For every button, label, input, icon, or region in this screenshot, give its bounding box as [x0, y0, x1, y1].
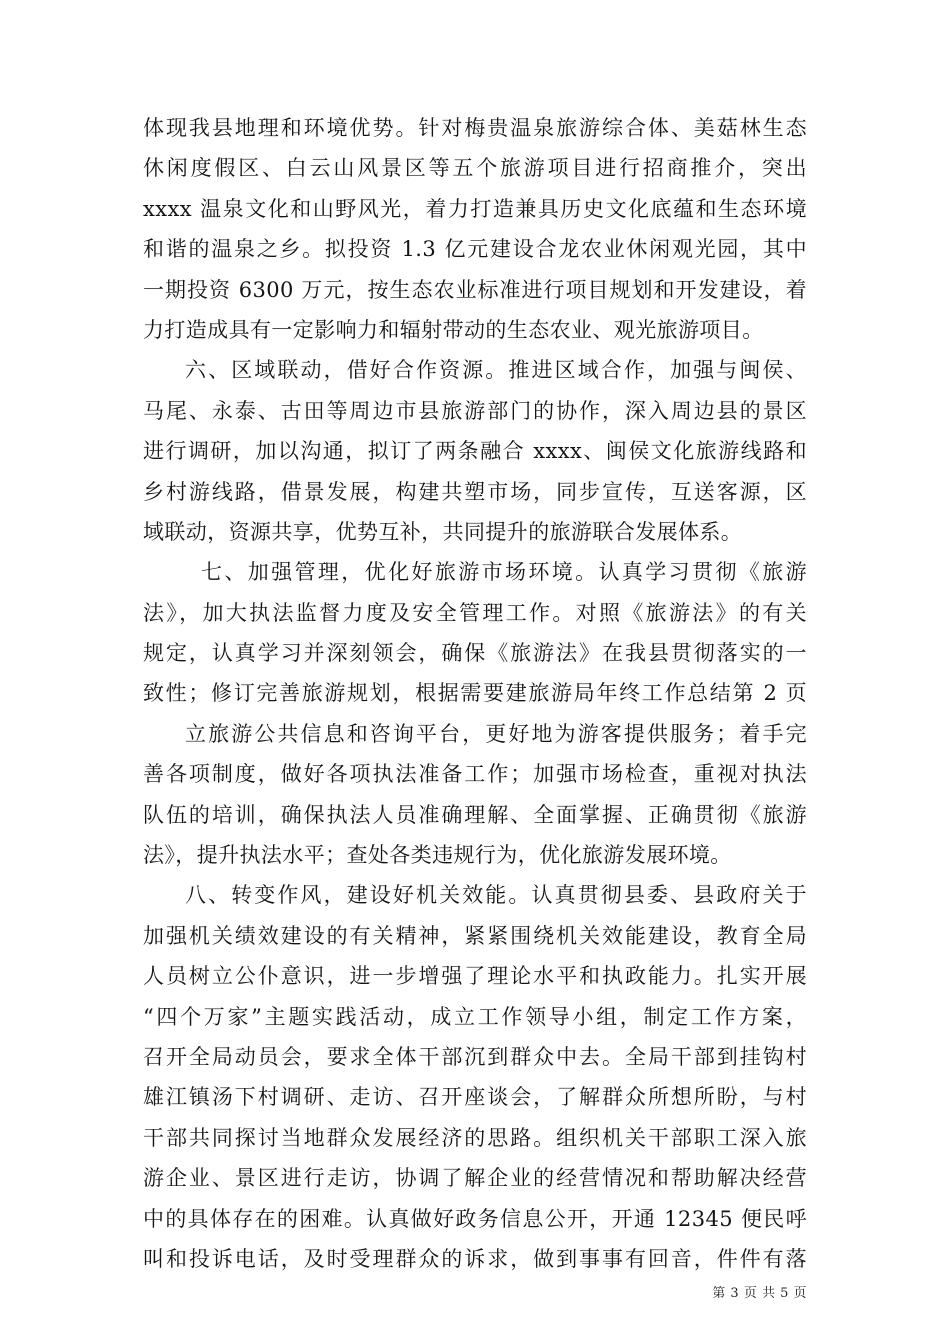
text-line: 加强机关绩效建设的有关精神，紧紧围绕机关效能建设，教育全局: [143, 923, 807, 948]
text-line: 队伍的培训，确保执法人员准确理解、全面掌握、正确贯彻《旅游: [143, 802, 807, 827]
text-line: 雄江镇汤下村调研、走访、召开座谈会，了解群众所想所盼，与村: [143, 1085, 807, 1110]
text-line: 力打造成具有一定影响力和辐射带动的生态农业、观光旅游项目。: [143, 317, 764, 342]
text-line: xxxx 温泉文化和山野风光，着力打造兼具历史文化底蕴和生态环境: [143, 196, 807, 221]
text-line: 马尾、永泰、古田等周边市县旅游部门的协作，深入周边县的景区: [143, 398, 807, 423]
text-line: 域联动，资源共享，优势互补，共同提升的旅游联合发展体系。: [143, 519, 743, 544]
text-line: “四个万家”主题实践活动，成立工作领导小组，制定工作方案，: [143, 1004, 807, 1029]
text-line: 法》，提升执法水平；查处各类违规行为，优化旅游发展环境。: [143, 843, 732, 868]
text-line: 干部共同探讨当地群众发展经济的思路。组织机关干部职工深入旅: [143, 1125, 807, 1150]
text-line: 中的具体存在的困难。认真做好政务信息公开，开通 12345 便民呼: [143, 1206, 807, 1231]
body-text: [143, 108, 807, 1279]
text-line: 休闲度假区、白云山风景区等五个旅游项目进行招商推介，突出: [143, 156, 807, 181]
paragraph-six-start: 六、区域联动，借好合作资源。推进区域合作，加强与闽侯、: [185, 358, 807, 383]
page-number-footer: 第 3 页 共 5 页: [712, 1286, 807, 1301]
paragraph-continued-start: 立旅游公共信息和咨询平台，更好地为游客提供服务；着手完: [185, 721, 807, 746]
text-line: 法》，加大执法监督力度及安全管理工作。对照《旅游法》的有关: [143, 600, 807, 625]
text-line: 叫和投诉电话，及时受理群众的诉求，做到事事有回音，件件有落: [143, 1246, 807, 1271]
paragraph-seven-start: 七、加强管理，优化好旅游市场环境。认真学习贯彻《旅游: [201, 560, 807, 585]
text-line: 致性；修订完善旅游规划，根据需要建旅游局年终工作总结第 2 页: [143, 681, 807, 706]
text-line: 一期投资 6300 万元，按生态农业标准进行项目规划和开发建设，着: [143, 277, 807, 302]
text-line: 人员树立公仆意识，进一步增强了理论水平和执政能力。扎实开展: [143, 964, 807, 989]
text-line: 乡村游线路，借景发展，构建共塑市场，同步宣传，互送客源，区: [143, 479, 807, 504]
paragraph-eight-start: 八、转变作风，建设好机关效能。认真贯彻县委、县政府关于: [185, 883, 807, 908]
text-line: 善各项制度，做好各项执法准备工作；加强市场检查，重视对执法: [143, 762, 807, 787]
text-line: 召开全局动员会，要求全体干部沉到群众中去。全局干部到挂钩村: [143, 1044, 807, 1069]
text-line: 进行调研，加以沟通，拟订了两条融合 xxxx、闽侯文化旅游线路和: [143, 439, 807, 464]
text-line: 游企业、景区进行走访，协调了解企业的经营情况和帮助解决经营: [143, 1166, 807, 1191]
text-line: 和谐的温泉之乡。拟投资 1.3 亿元建设合龙农业休闲观光园，其中: [143, 237, 807, 262]
text-line: 规定，认真学习并深刻领会，确保《旅游法》在我县贯彻落实的一: [143, 641, 807, 666]
text-line: 体现我县地理和环境优势。针对梅贵温泉旅游综合体、美菇林生态: [143, 116, 807, 140]
